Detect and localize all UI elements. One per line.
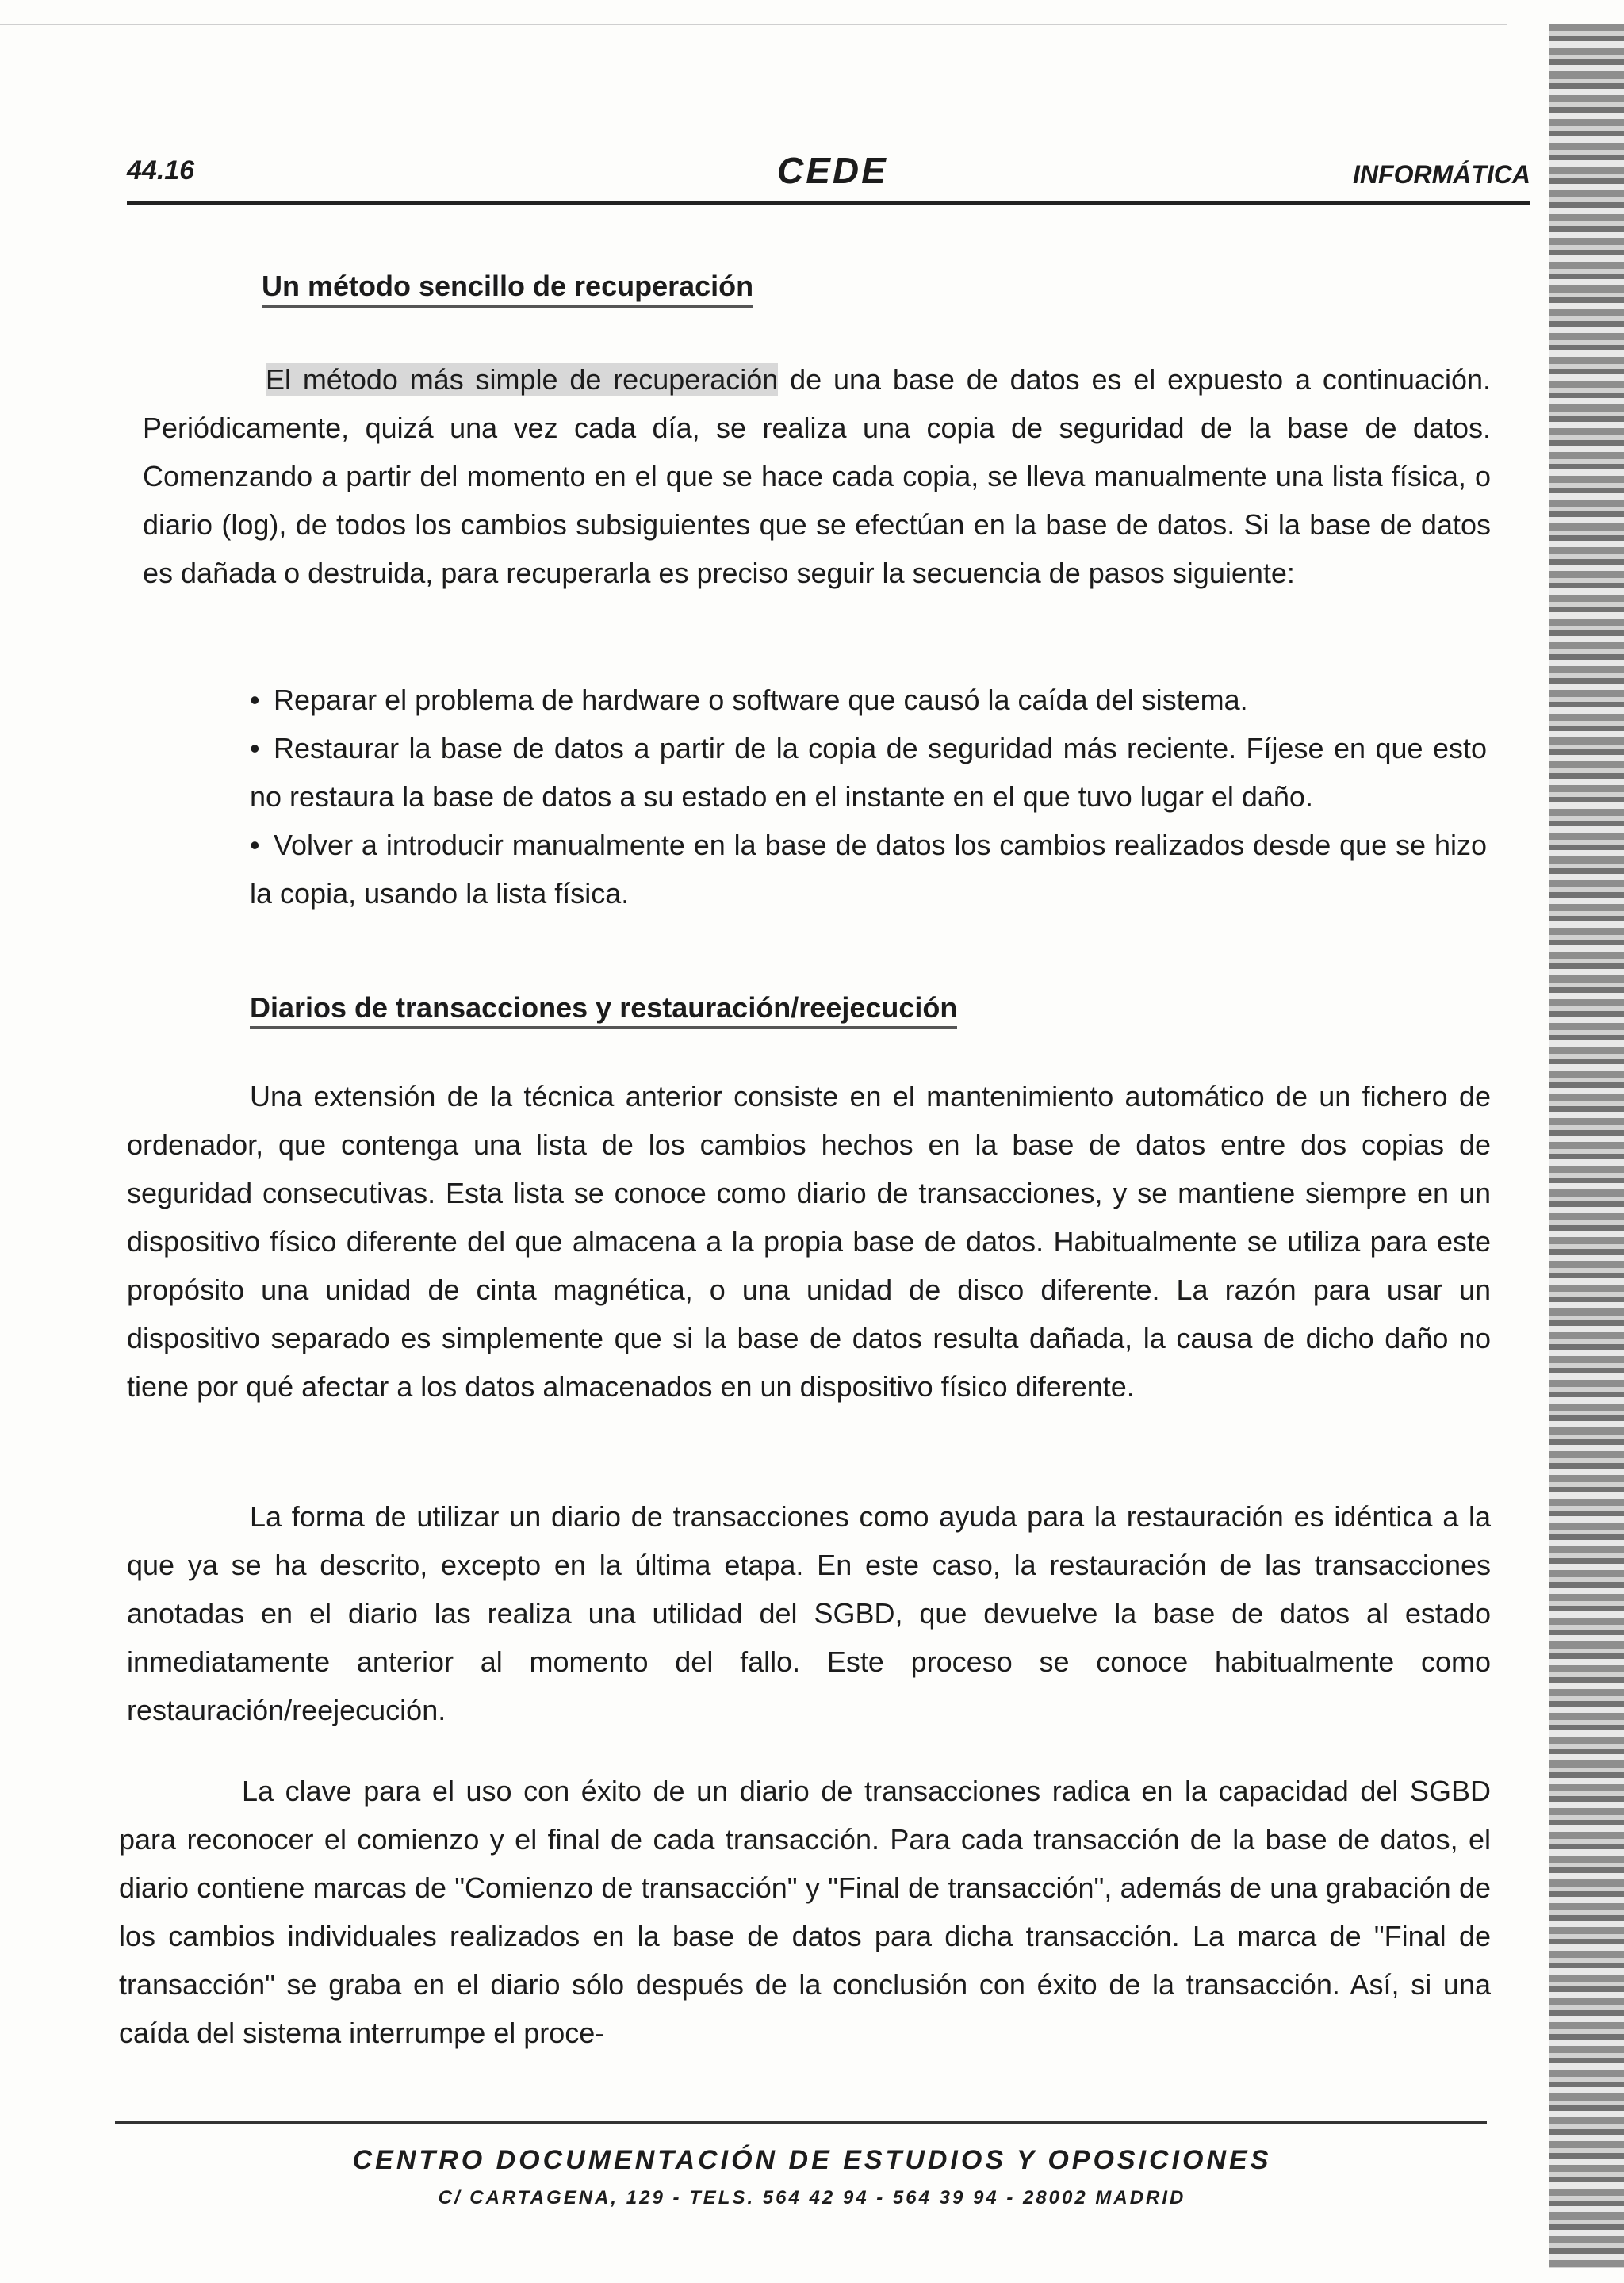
- section-label: INFORMÁTICA: [1353, 160, 1530, 189]
- list-item: [250, 724, 1487, 821]
- scan-edge-shadow: [1549, 24, 1624, 2268]
- list-item-text: Volver a introducir manualmente en la base de datos los cambios realizados desde que se hizo la copia, usando la lista física.: [250, 829, 1487, 910]
- list-item-text: Reparar el problema de hardware o software que causó la caída del sistema.: [274, 684, 1248, 716]
- bullet-icon: •: [250, 684, 260, 716]
- list-item: [250, 676, 1487, 724]
- paragraph-restore-usage: [127, 1492, 1491, 1734]
- paragraph-text: Una extensión de la técnica anterior consiste en el mantenimiento automático de un fichero de ordenador, que contenga una lista de los cambios hechos en la base de datos entre dos copias de seguridad consecutivas. Esta lista se conoce como diario de transacciones, y se mantiene siempre en un dispositivo físico diferente del que almacena a la propia base de datos. Habitualmente se utiliza para este propósito una unidad de cinta magnética, o una unidad de disco diferente. La razón para usar un dispositivo separado es simplemente que si la base de datos resulta dañada, la causa de dicho daño no tiene por qué afectar a los datos almacenados en un dispositivo físico diferente.: [127, 1080, 1491, 1403]
- page-header: [127, 150, 1530, 203]
- paragraph-transaction-markers: [119, 1767, 1491, 2057]
- footer-rule: [115, 2121, 1487, 2124]
- section-heading-recovery: Un método sencillo de recuperación: [262, 270, 753, 308]
- list-item: [250, 821, 1487, 917]
- scan-artifact-line: [0, 24, 1507, 25]
- page-number: 44.16: [127, 155, 195, 186]
- bullet-icon: •: [250, 732, 260, 764]
- paragraph-text: La forma de utilizar un diario de transacciones como ayuda para la restauración es idéntica a la que ya se ha descrito, excepto en la última etapa. En este caso, la restauración de las transacciones anotadas en el diario las realiza una utilidad del SGBD, que devuelve la base de datos al estado inmediatamente anterior al momento del fallo. Este proceso se conoce habitualmente como restauración/reejecución.: [127, 1500, 1491, 1726]
- footer-address: C/ CARTAGENA, 129 - TELS. 564 42 94 - 564 39 94 - 28002 MADRID: [438, 2187, 1186, 2208]
- paragraph-transaction-log: [127, 1072, 1491, 1411]
- brand-title: CEDE: [777, 150, 888, 191]
- recovery-steps-list: [250, 676, 1487, 917]
- footer-institution: CENTRO DOCUMENTACIÓN DE ESTUDIOS Y OPOSICIONES: [352, 2145, 1272, 2175]
- paragraph-text: La clave para el uso con éxito de un diario de transacciones radica en la capacidad del SGBD para reconocer el comienzo y el final de cada transacción. Para cada transacción de la base de datos, el diario contiene marcas de "Comienzo de transacción" y "Final de transacción", además de una grabación de los cambios individuales realizados en la base de datos para dicha transacción. La marca de "Final de transacción" se graba en el diario sólo después de la conclusión con éxito de la transacción. Así, si una caída del sistema interrumpe el proce-: [119, 1775, 1491, 2049]
- highlighted-phrase: El método más simple de recuperación: [266, 363, 779, 396]
- paragraph-text: de una base de datos es el expuesto a continuación. Periódicamente, quizá una vez cada día, se realiza una copia de seguridad de la base de datos. Comenzando a partir del momento en el que se hace cada copia, se lleva manualmente una lista física, o diario (log), de todos los cambios subsiguientes que se efectúan en la base de datos. Si la base de datos es dañada o destruida, para recuperarla es preciso seguir la secuencia de pasos siguiente:: [143, 363, 1491, 589]
- header-rule: [127, 201, 1530, 205]
- section-heading-transaction-logs: Diarios de transacciones y restauración/reejecución: [250, 991, 957, 1029]
- list-item-text: Restaurar la base de datos a partir de la copia de seguridad más reciente. Fíjese en que esto no restaura la base de datos a su estado en el instante en el que tuvo lugar el daño.: [250, 732, 1487, 813]
- paragraph-recovery-intro: [143, 355, 1491, 597]
- bullet-icon: •: [250, 829, 260, 861]
